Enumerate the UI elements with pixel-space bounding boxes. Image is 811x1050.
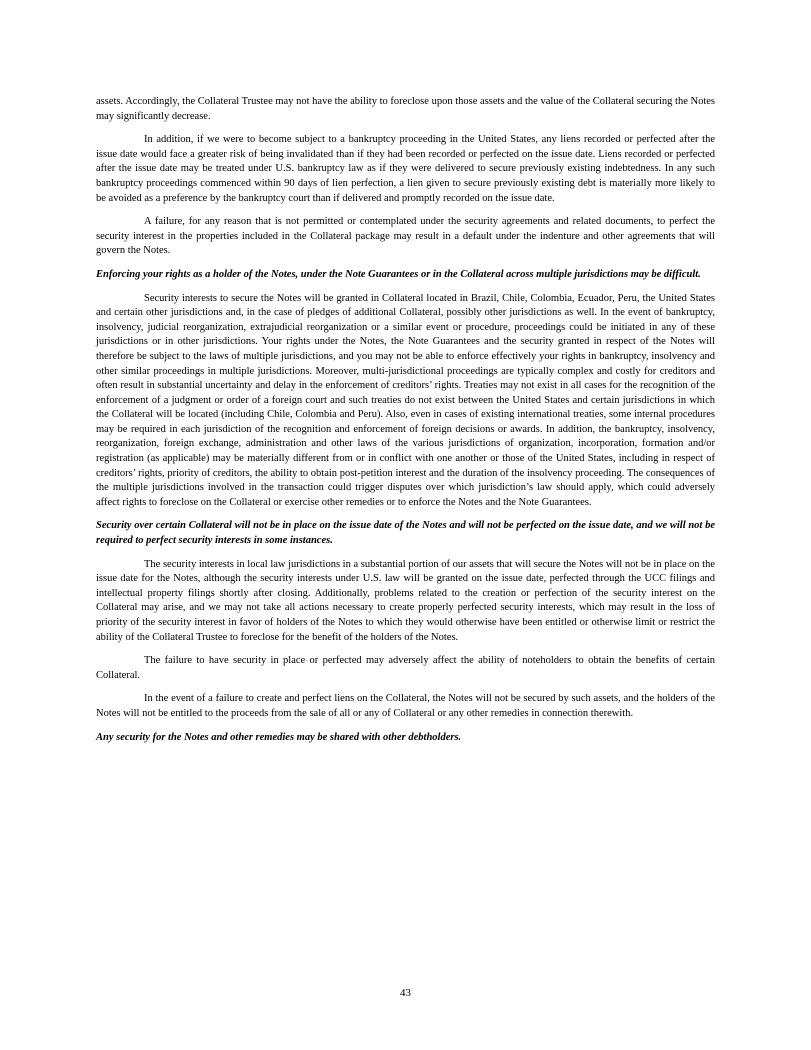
page-number: 43 xyxy=(400,987,411,999)
paragraph-local-security-interests: The security interests in local law jurisdictions in a substantial portion of our assets that will secure the Notes will not be in place on the issue date for the Notes, although the security interests under U.S. law will be granted on the issue date, perfected through the UCC filings and intellectual property filings shortly after closing. Additionally, problems related to the creation or perfection of the security interest on the Collateral may arise, and we may not take all actions necessary to create properly perfected security interests, which may result in the loss of priority of the security interest in favor of holders of the Notes to which they would otherwise have been entitled or otherwise limit or restrict the ability of the Collateral Trustee to foreclose for the benefit of the holders of the Notes. xyxy=(96,558,715,643)
paragraph-collateral-value: assets. Accordingly, the Collateral Trustee may not have the ability to foreclose upon those assets and the value of the Collateral securing the Notes may significantly decrease. xyxy=(96,96,715,122)
paragraph-failure-liens: In the event of a failure to create and perfect liens on the Collateral, the Notes will not be secured by such assets, and the holders of the Notes will not be entitled to the proceeds from the sale of all or any of Collateral or any other remedies in connection therewith. xyxy=(96,693,715,719)
document-page xyxy=(96,95,715,754)
paragraph-multiple-jurisdictions: Security interests to secure the Notes will be granted in Collateral located in Brazil, Chile, Colombia, Ecuador, Peru, the United States and certain other jurisdictions and, in the case of pledges of additional Collateral, possibly other jurisdictions as well. In the event of bankruptcy, insolvency, judicial reorganization, extrajudicial reorganization or a similar event or procedure, proceedings could be initiated in any of these jurisdictions or in other jurisdictions. Your rights under the Notes, the Note Guarantees and the security granted in respect of the Notes will therefore be subject to the laws of multiple jurisdictions, and you may not be able to enforce effectively your rights in bankruptcy, insolvency and other similar proceedings in multiple jurisdictions. Moreover, multi-jurisdictional proceedings are typically complex and costly for creditors and often result in substantial uncertainty and delay in the enforcement of creditors’ rights. Treaties may not exist in all cases for the recognition of the enforcement of a judgment or order of a foreign court and such treaties do not exist between the United States and certain jurisdictions in which the Collateral will be located (including Chile, Colombia and Peru). Also, even in cases of existing international treaties, some internal procedures may be required in each jurisdiction of the recognition and enforcement of foreign decisions or awards. In addition, the bankruptcy, insolvency, reorganization, foreign exchange, administration and other laws of the various jurisdictions of organization, incorporation, formation and/or registration (as applicable) may be materially different from or in conflict with one another or those of the United States, including in respect of creditors’ rights, priority of creditors, the ability to obtain post-petition interest and the duration of the insolvency proceeding. The consequences of the multiple jurisdictions involved in the transaction could trigger disputes over which jurisdiction’s law should apply, which could adversely affect rights to foreclose on the Collateral or exercise other remedies or to enforce the Notes and the Note Guarantees. xyxy=(96,292,715,508)
paragraph-failure-security: The failure to have security in place or perfected may adversely affect the ability of noteholders to obtain the benefits of certain Collateral. xyxy=(96,655,715,681)
heading-security-not-in-place: Security over certain Collateral will not be in place on the issue date of the Notes and will not be perfected on the issue date, and we will not be required to perfect security interests in some instances. xyxy=(96,520,715,547)
paragraph-bankruptcy-liens: In addition, if we were to become subject to a bankruptcy proceeding in the United States, any liens recorded or perfected after the issue date would face a greater risk of being invalidated than if they had been recorded or perfected on the issue date. Liens recorded or perfected after the issue date may be treated under U.S. bankruptcy law as if they were delivered to secure previously existing indebtedness. In any such bankruptcy proceedings commenced within 90 days of lien perfection, a lien given to secure previously existing debt is materially more likely to be avoided as a preference by the bankruptcy court than if delivered and promptly recorded on the issue date. xyxy=(96,134,715,204)
heading-shared-security: Any security for the Notes and other remedies may be shared with other debtholders. xyxy=(96,731,462,743)
heading-enforcing-rights: Enforcing your rights as a holder of the Notes, under the Note Guarantees or in the Collateral across multiple jurisdictions may be difficult. xyxy=(96,268,701,280)
paragraph-perfection-failure: A failure, for any reason that is not permitted or contemplated under the security agreements and related documents, to perfect the security interest in the properties included in the Collateral package may result in a default under the indenture and other agreements that will govern the Notes. xyxy=(96,216,715,257)
